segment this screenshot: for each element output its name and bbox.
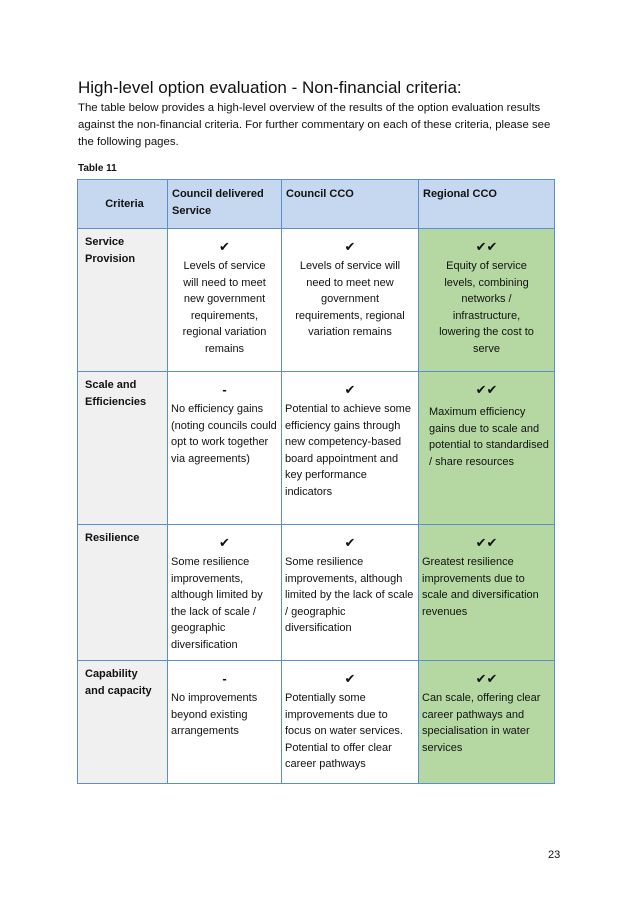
- cell-text: No efficiency gains (noting councils could opt to work together via agreements): [171, 403, 277, 465]
- cell-text: Potentially some improvements due to focus on water services. Potential to offer clear career pathways: [285, 692, 403, 771]
- cell-text: Equity of service levels, combining networks / infrastructure, lowering the cost to serve: [439, 260, 534, 355]
- header-criteria: Criteria: [78, 180, 168, 229]
- table-row: [78, 661, 555, 784]
- cell-text: Can scale, offering clear career pathways and specialisation in water services: [422, 692, 541, 754]
- cco-cell: [282, 372, 419, 525]
- cco-cell: [282, 229, 419, 372]
- cell-text: Levels of service will need to meet new government requirements, regional variation remains: [295, 260, 405, 339]
- table-caption: Table 11: [78, 163, 117, 174]
- double-check-icon: ✔✔: [475, 239, 498, 254]
- cell-text: Some resilience improvements, although limited by the lack of scale / geographic diversification: [171, 556, 263, 651]
- double-check-icon: ✔✔: [475, 671, 498, 686]
- cell-text: Greatest resilience improvements due to scale and diversification revenues: [422, 556, 539, 618]
- table-row: [78, 372, 555, 525]
- table-row: [78, 525, 555, 661]
- council-cell: [168, 525, 282, 661]
- dash-icon: -: [222, 671, 227, 686]
- check-icon: ✔: [344, 382, 356, 397]
- cell-text: No improvements beyond existing arrangements: [171, 692, 258, 738]
- cell-text: Potential to achieve some efficiency gains through new competency-based board appointment and key performance indicators: [285, 403, 411, 498]
- dash-icon: -: [222, 382, 227, 397]
- table-header-row: [78, 180, 555, 229]
- council-cell: [168, 661, 282, 784]
- council-cell: [168, 372, 282, 525]
- table-row: [78, 229, 555, 372]
- header-council-delivered: Council delivered Service: [168, 180, 282, 229]
- criteria-cell: Scale and Efficiencies: [78, 372, 168, 525]
- check-icon: ✔: [219, 535, 230, 550]
- cell-text: Maximum efficiency gains due to scale and potential to standardised / share resources: [429, 406, 549, 468]
- regional-cell: [419, 229, 555, 372]
- check-icon: ✔: [344, 671, 356, 686]
- page-number: 23: [548, 849, 561, 861]
- cco-cell: [282, 525, 419, 661]
- header-council-cco: Council CCO: [282, 180, 419, 229]
- regional-cell: [419, 372, 555, 525]
- criteria-cell: Capability and capacity: [78, 661, 168, 784]
- council-cell: [168, 229, 282, 372]
- intro-paragraph: The table below provides a high-level overview of the results of the option evaluation results against the non-financial criteria. For further commentary on each of these criteria, please see the following pages.: [78, 102, 551, 148]
- double-check-icon: ✔✔: [475, 535, 498, 550]
- regional-cell: [419, 525, 555, 661]
- evaluation-table: [77, 179, 555, 784]
- double-check-icon: ✔✔: [475, 382, 498, 397]
- check-icon: ✔: [219, 239, 230, 254]
- criteria-cell: Resilience: [78, 525, 168, 661]
- check-icon: ✔: [344, 239, 356, 254]
- page-heading: High-level option evaluation - Non-financial criteria:: [78, 78, 462, 97]
- cell-text: Levels of service will need to meet new government requirements, regional variation remains: [182, 260, 267, 355]
- header-regional-cco: Regional CCO: [419, 180, 555, 229]
- cco-cell: [282, 661, 419, 784]
- check-icon: ✔: [344, 535, 356, 550]
- cell-text: Some resilience improvements, although limited by the lack of scale / geographic diversification: [285, 556, 414, 635]
- criteria-cell: Service Provision: [78, 229, 168, 372]
- regional-cell: [419, 661, 555, 784]
